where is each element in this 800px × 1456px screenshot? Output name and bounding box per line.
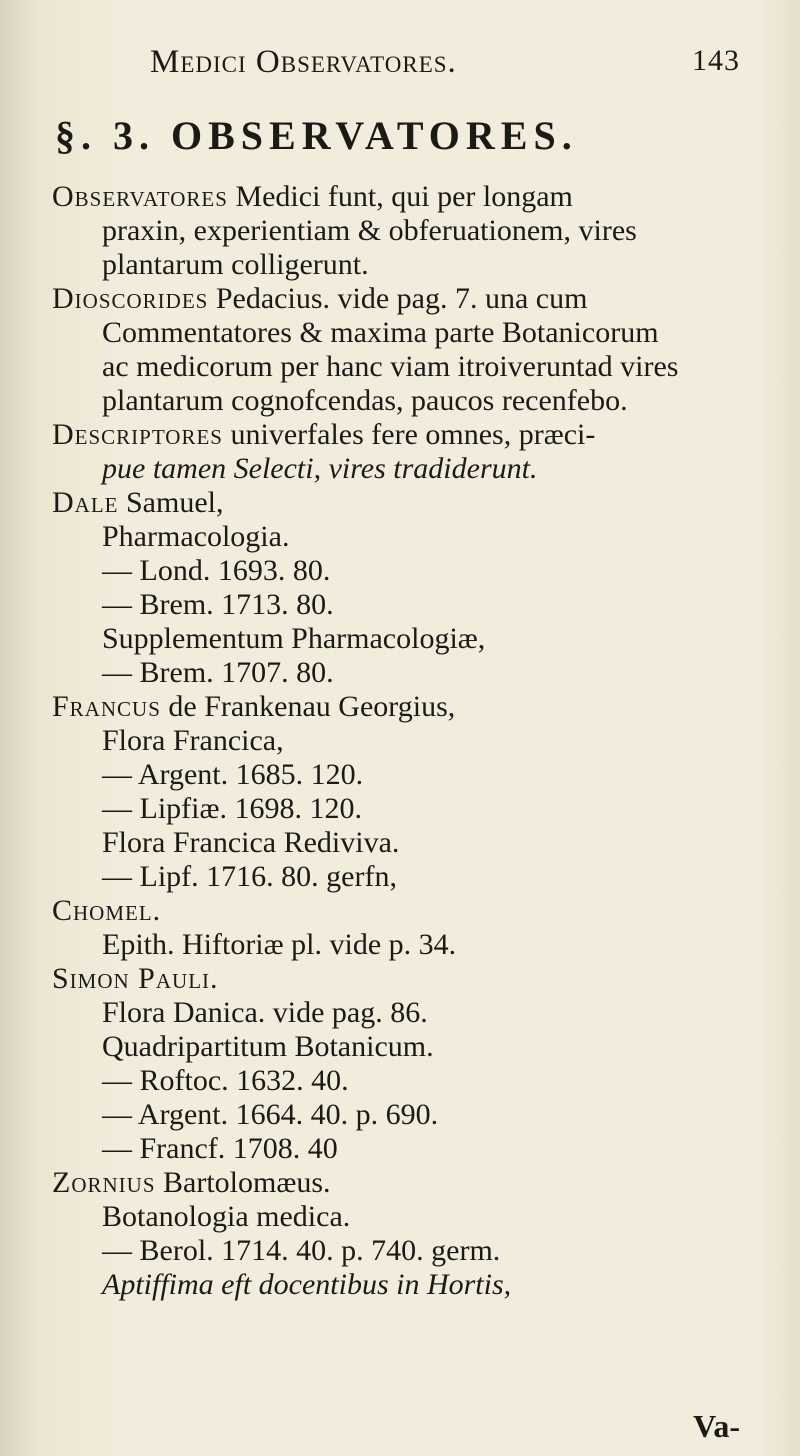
entry-line: — Brem. 1713. 80. [102, 588, 334, 621]
entry-lead: Descriptores [52, 418, 223, 451]
running-header [150, 44, 740, 81]
entry-dale [52, 486, 752, 690]
entry-line: praxin, experientiam & obferuationem, vires [102, 214, 637, 247]
entry-francus [52, 690, 752, 894]
entry-line: Bartolomæus. [163, 1166, 331, 1199]
page-number: 143 [692, 44, 740, 77]
entry-line: Botanologia medica. [102, 1200, 351, 1233]
entry-line: — Brem. 1707. 80. [102, 656, 334, 689]
entry-line: univerfales fere omnes, præci- [230, 418, 596, 451]
entry-observatores [52, 180, 752, 282]
running-title: Medici Observatores. [150, 44, 457, 80]
entry-lead: Zornius [52, 1166, 156, 1199]
entry-lead: Francus [52, 690, 161, 723]
entry-line: Epith. Hiftoriæ pl. vide p. 34. [102, 928, 457, 961]
entry-list [52, 180, 752, 1302]
entry-line: Aptiffima eft docentibus in Hortis, [102, 1268, 512, 1301]
entry-line: Medici funt, qui per longam [235, 180, 573, 213]
entry-zornius [52, 1166, 752, 1302]
entry-lead: Dioscorides [52, 282, 209, 315]
entry-line: — Francf. 1708. 40 [102, 1132, 338, 1165]
entry-line: Flora Francica, [102, 724, 284, 757]
section-title: §. 3. OBSERVATORES. [55, 113, 578, 158]
entry-chomel [52, 894, 752, 962]
entry-line: Samuel, [126, 486, 224, 519]
entry-line: — Argent. 1685. 120. [102, 758, 364, 791]
entry-descriptores [52, 418, 752, 486]
entry-line: — Berol. 1714. 40. p. 740. germ. [102, 1234, 501, 1267]
entry-line: Flora Danica. vide pag. 86. [102, 996, 428, 1029]
entry-lead: Simon Pauli. [52, 962, 219, 995]
entry-line: Supplementum Pharmacologiæ, [102, 622, 486, 655]
entry-line: Quadripartitum Botanicum. [102, 1030, 434, 1063]
entry-line: plantarum cognofcendas, paucos recenfebo. [102, 384, 628, 417]
entry-line: — Lipfiæ. 1698. 120. [102, 792, 362, 825]
entry-line: Flora Francica Rediviva. [102, 826, 400, 859]
entry-lead: Chomel. [52, 894, 162, 927]
entry-dioscorides [52, 282, 752, 418]
entry-simon-pauli [52, 962, 752, 1166]
entry-line: Pharmacologia. [102, 520, 290, 553]
entry-lead: Dale [52, 486, 119, 519]
entry-line: — Lond. 1693. 80. [102, 554, 331, 587]
entry-line: — Argent. 1664. 40. p. 690. [102, 1098, 439, 1131]
entry-line: ac medicorum per hanc viam itroiveruntad vires [102, 350, 679, 383]
catchword: Va- [693, 1408, 740, 1444]
entry-line: Commentatores & maxima parte Botanicorum [102, 316, 659, 349]
entry-line: de Frankenau Georgius, [168, 690, 456, 723]
entry-lead: Observatores [52, 180, 228, 213]
entry-line: plantarum colligerunt. [102, 248, 369, 281]
entry-line: — Roftoc. 1632. 40. [102, 1064, 349, 1097]
entry-line: — Lipf. 1716. 80. gerfn, [102, 860, 397, 893]
entry-line: pue tamen Selecti, vires tradiderunt. [102, 452, 538, 485]
entry-line: Pedacius. vide pag. 7. una cum [215, 282, 588, 315]
